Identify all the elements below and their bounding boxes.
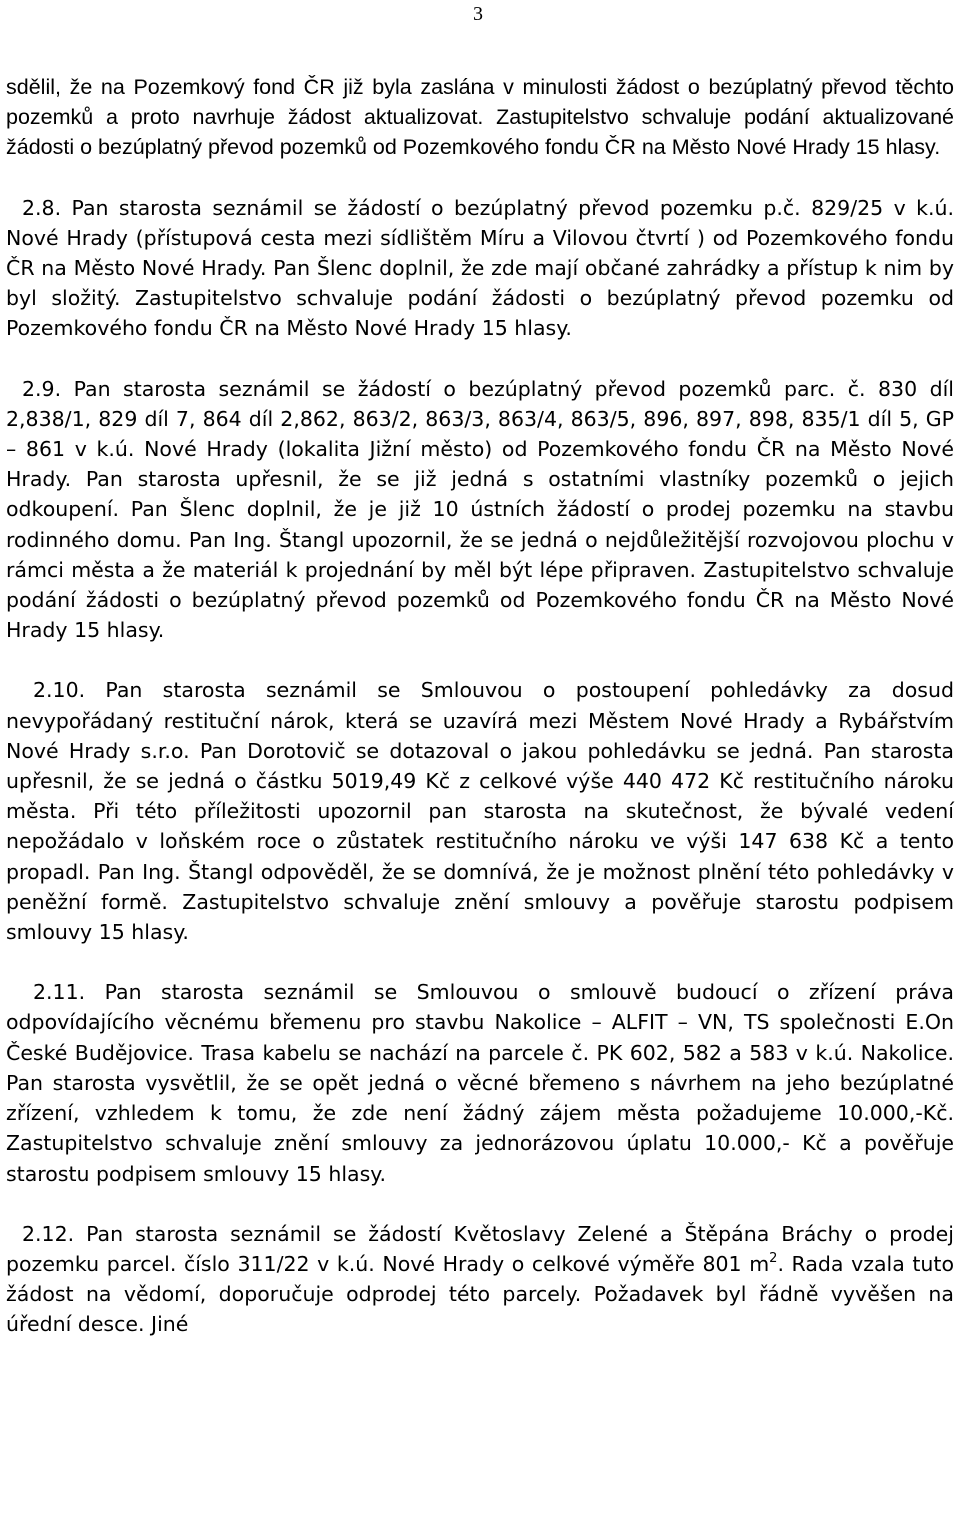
superscript: 2	[769, 1250, 778, 1266]
paragraph-item-2-11: 2.11. Pan starosta seznámil se Smlouvou o smlouvě budoucí o zřízení práva odpovídajícího věcnému břemenu pro stavbu Nakolice – ALFIT – VN, TS společnosti E.On České Budějovice. Trasa kabelu se nachází na parcele č. PK 602, 582 a 583 v k.ú. Nakolice. Pan starosta vysvětlil, že se opět jedná o věcné břemeno s návrhem na jeho bezúplatné zřízení, vzhledem k tomu, že zde není žádný zájem města požadujeme 10.000,-Kč. Zastupitelstvo schvaluje znění smlouvy za jednorázovou úplatu 10.000,- Kč a pověřuje starostu podpisem smlouvy 15 hlasy.	[6, 980, 954, 1186]
page-number: 3	[473, 3, 483, 25]
paragraph-text-cont: . Rada vzala tuto žádost na vědomí, doporučuje odprodej této parcely. Požadavek byl řádně vyvěšen na úřední desce. Jiné	[6, 1251, 954, 1337]
paragraph-item-2-8: 2.8. Pan starosta seznámil se žádostí o bezúplatný převod pozemku p.č. 829/25 v k.ú. Nové Hrady (přístupová cesta mezi sídlištěm Míru a Vilovou čtvrtí ) od Pozemkového fondu ČR na Město Nové Hrady. Pan Šlenc doplnil, že zde mají občané zahrádky a přístup k nim by byl složitý. Zastupitelstvo schvaluje podání žádosti o bezúplatný převod pozemku od Pozemkového fondu ČR na Město Nové Hrady 15 hlasy.	[6, 195, 954, 341]
paragraph-item-2-9: 2.9. Pan starosta seznámil se žádostí o bezúplatný převod pozemků parc. č. 830 díl 2,838/1, 829 díl 7, 864 díl 2,862, 863/2, 863/3, 863/4, 863/5, 896, 897, 898, 835/1 díl 5, GP – 861 v k.ú. Nové Hrady (lokalita Jižní město) od Pozemkového fondu ČR na Město Nové Hrady. Pan starosta upřesnil, že se již jedná s ostatními vlastníky pozemků o jejich odkoupení. Pan Šlenc doplnil, že je již 10 ústních žádostí o prodej pozemku na stavbu rodinného domu. Pan Ing. Štangl upozornil, že se jedná o nejdůležitější rozvojovou plochu v rámci města a že materiál k projednání by měl být lépe připraven. Zastupitelstvo schvaluje podání žádosti o bezúplatný převod pozemků od Pozemkového fondu ČR na Město Nové Hrady 15 hlasy.	[6, 376, 954, 643]
paragraph-continuation: sdělil, že na Pozemkový fond ČR již byla zaslána v minulosti žádost o bezúplatný převod těchto pozemků a proto navrhuje žádost aktualizovat. Zastupitelstvo schvaluje podání aktualizované žádosti o bezúplatný převod pozemků od Pozemkového fondu ČR na Město Nové Hrady 15 hlasy.	[6, 75, 954, 160]
document-body	[6, 72, 954, 1340]
paragraph-item-2-10: 2.10. Pan starosta seznámil se Smlouvou o postoupení pohledávky za dosud nevypořádaný restituční nárok, která se uzavírá mezi Městem Nové Hrady a Rybářstvím Nové Hrady s.r.o. Pan Dorotovič se dotazoval o jakou pohledávku se jedná. Pan starosta upřesnil, že se jedná o částku 5019,49 Kč z celkové výše 440 472 Kč restitučního nároku města. Při této příležitosti upozornil pan starosta na skutečnost, že bývalé vedení nepožádalo v loňském roce o zůstatek restitučního nároku ve výši 147 638 Kč a tento propadl. Pan Ing. Štangl odpověděl, že se domnívá, že je možnost plnění této pohledávky v peněžní formě. Zastupitelstvo schvaluje znění smlouvy a pověřuje starostu podpisem smlouvy 15 hlasy.	[6, 678, 954, 945]
paragraph-item-2-12	[6, 1219, 954, 1340]
paragraph-text: 2.12. Pan starosta seznámil se žádostí Květoslavy Zelené a Štěpána Bráchy o prodej pozemku parcel. číslo 311/22 v k.ú. Nové Hrady o celkové výměře 801 m	[6, 1221, 954, 1276]
